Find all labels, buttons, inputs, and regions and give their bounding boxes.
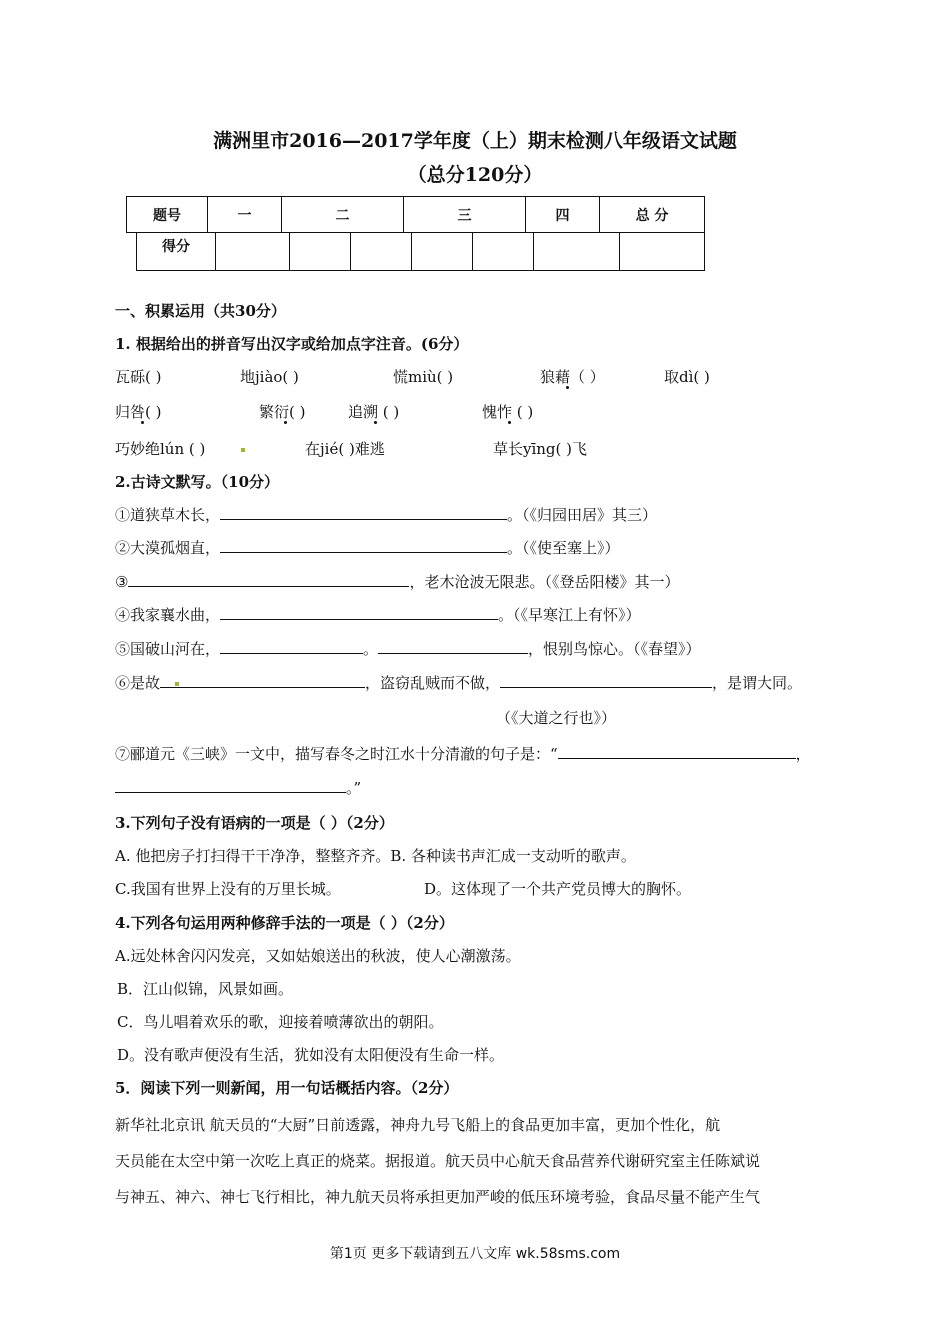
score-header-cell: 题号 <box>127 197 208 233</box>
pinyin-item: 狼藉（ ） <box>540 368 605 386</box>
pinyin-item: 草长yīng( )飞 <box>493 440 588 458</box>
emphasis-dot <box>374 421 377 424</box>
score-header-cell: 四 <box>526 197 600 233</box>
poem-line-7 <box>115 743 811 764</box>
question-3-stem: 3.下列句子没有语病的一项是（ ）（2分） <box>115 814 394 832</box>
pinyin-item: 追溯 ( ) <box>348 403 400 421</box>
answer-blank[interactable] <box>220 639 363 654</box>
score-header-cell: 一 <box>208 197 282 233</box>
page-footer: 第1页 更多下载请到五八文库 wk.58sms.com <box>329 1246 621 1262</box>
answer-blank[interactable] <box>220 605 498 620</box>
poem-text: ， <box>795 745 811 763</box>
option-line: A.远处林舍闪闪发亮，又如姑娘送出的秋波，使人心潮激荡。 <box>115 947 521 965</box>
poem-text: ⑤国破山河在， <box>115 640 221 658</box>
option-line: A. 他把房子打扫得干干净净，整整齐齐。B. 各种读书声汇成一支动听的歌声。 <box>115 847 636 865</box>
option-line: C．鸟儿唱着欢乐的歌，迎接着喷薄欲出的朝阳。 <box>117 1013 444 1031</box>
emphasis-dot <box>508 421 511 424</box>
pinyin-item: 巧妙绝lún ( ) <box>115 440 206 458</box>
answer-blank[interactable] <box>378 639 528 654</box>
poem-text: 。” <box>346 779 362 797</box>
score-cell <box>290 233 351 271</box>
question-4-stem: 4.下列各句运用两种修辞手法的一项是（ ）（2分） <box>115 914 454 932</box>
poem-line-2 <box>115 537 620 558</box>
page-title: 满洲里市2016—2017学年度（上）期末检测八年级语文试题 <box>213 130 737 152</box>
section-heading: 一、积累运用（共30分） <box>115 302 286 320</box>
pinyin-item: 瓦砾( ) <box>115 368 162 386</box>
poem-line-5 <box>115 638 701 659</box>
pinyin-item: 归咎( ) <box>115 403 162 421</box>
answer-blank[interactable] <box>558 744 796 759</box>
poem-line-3 <box>115 571 679 592</box>
answer-blank[interactable] <box>128 572 409 587</box>
poem-text: ⑥是故 <box>115 674 161 692</box>
pinyin-item: 愧怍 ( ) <box>482 403 534 421</box>
emphasis-dot <box>284 421 287 424</box>
score-cell <box>473 233 534 271</box>
poem-text: ，是谓大同。 <box>712 674 803 692</box>
pinyin-item: 繁衍( ) <box>259 403 306 421</box>
poem-text: ④我家襄水曲， <box>115 606 221 624</box>
score-cell <box>412 233 473 271</box>
option-line: C.我国有世界上没有的万里长城。 <box>115 880 341 898</box>
passage-line: 天员能在太空中第一次吃上真正的烧菜。据报道。航天员中心航天食品营养代谢研究室主任陈斌说 <box>115 1152 761 1170</box>
poem-text: ③ <box>115 573 129 591</box>
emphasis-dot <box>566 386 569 389</box>
pinyin-item: 在jié( )难逃 <box>305 440 385 458</box>
marker-dot <box>175 682 179 686</box>
score-table-header <box>126 196 705 233</box>
pinyin-item: 取dì( ) <box>664 368 710 386</box>
passage-line: 与神五、神六、神七飞行相比，神九航天员将承担更加严峻的低压环境考验，食品尽量不能产生气 <box>115 1188 761 1206</box>
question-2-stem: 2.古诗文默写。（10分） <box>115 473 280 491</box>
question-1-stem: 1. 根据给出的拼音写出汉字或给加点字注音。(6分） <box>115 335 469 353</box>
pinyin-item: 慌miù( ) <box>393 368 454 386</box>
answer-blank[interactable] <box>220 505 507 520</box>
poem-text: 。（《使至塞上》） <box>507 539 620 557</box>
poem-line-1 <box>115 504 657 525</box>
poem-source: （《大道之行也》） <box>496 709 617 727</box>
poem-text: ⑦郦道元《三峡》一文中，描写春冬之时江水十分清澈的句子是：“ <box>115 745 558 763</box>
score-table-row <box>136 232 705 271</box>
poem-text: ，恨别鸟惊心。（《春望》） <box>528 640 701 658</box>
passage-line: 新华社北京讯 航天员的“大厨”日前透露，神舟九号飞船上的食品更加丰富，更加个性化，航 <box>115 1116 721 1134</box>
poem-text: ①道狭草木长， <box>115 506 221 524</box>
poem-text: 。（《归园田居》其三） <box>507 506 658 524</box>
answer-blank[interactable] <box>160 673 365 688</box>
score-cell <box>534 233 620 271</box>
question-5-stem: 5．阅读下列一则新闻，用一句话概括内容。（2分） <box>115 1079 459 1097</box>
page-subtitle: （总分120分） <box>407 164 543 186</box>
answer-blank[interactable] <box>220 538 507 553</box>
emphasis-dot <box>141 421 144 424</box>
answer-blank[interactable] <box>500 673 712 688</box>
score-row-label: 得分 <box>137 233 216 271</box>
poem-text: 。（《早寒江上有怀》） <box>498 606 641 624</box>
poem-text: 。 <box>363 640 379 658</box>
score-cell <box>351 233 412 271</box>
option-line: D。这体现了一个共产党员博大的胸怀。 <box>424 880 692 898</box>
option-line: B．江山似锦，风景如画。 <box>117 980 294 998</box>
score-header-cell: 总 分 <box>600 197 705 233</box>
marker-dot <box>241 448 245 452</box>
poem-text: ，老木沧波无限悲。（《登岳阳楼》其一） <box>409 573 680 591</box>
pinyin-item: 地jiào( ) <box>240 368 299 386</box>
score-cell <box>620 233 705 271</box>
poem-text: ②大漠孤烟直， <box>115 539 221 557</box>
answer-blank[interactable] <box>115 778 346 793</box>
poem-line-6 <box>115 672 802 693</box>
score-header-cell: 三 <box>404 197 526 233</box>
poem-line-7b <box>115 777 361 798</box>
poem-text: ，盗窃乱贼而不做， <box>365 674 501 692</box>
score-header-cell: 二 <box>282 197 404 233</box>
poem-line-4 <box>115 604 641 625</box>
score-cell <box>216 233 290 271</box>
option-line: D。没有歌声便没有生活，犹如没有太阳便没有生命一样。 <box>117 1046 505 1064</box>
